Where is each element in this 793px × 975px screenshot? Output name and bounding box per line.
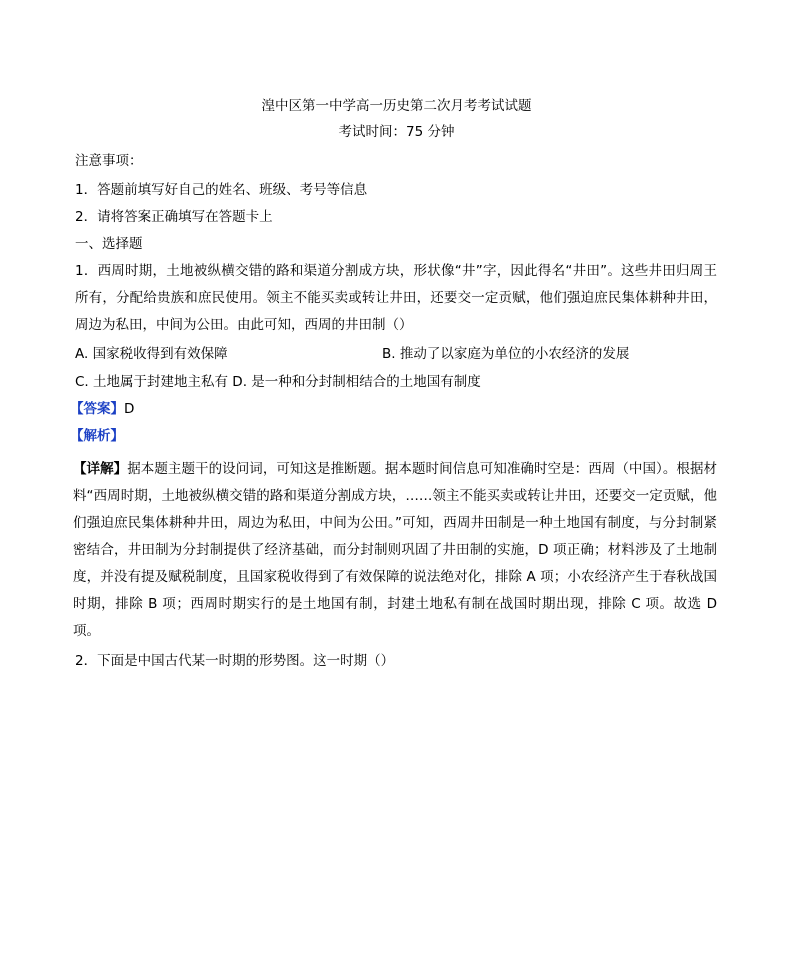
option-b: B. 推动了以家庭为单位的小农经济的发展 bbox=[382, 346, 630, 362]
analysis-line bbox=[70, 426, 124, 446]
answer-value: D bbox=[124, 401, 135, 417]
question-1-stem: 1．西周时期，土地被纵横交错的路和渠道分割成方块，形状像“井”字，因此得名“井田”。这些井田归周王所有，分配给贵族和庶民使用。领主不能买卖或转让井田，还要交一定贡赋，他们强迫庶民集体耕种井田，周边为私田，中间为公田。由此可知，西周的井田制（） bbox=[75, 263, 717, 333]
section-title: 一、选择题 bbox=[75, 236, 143, 252]
analysis-label: 【解析】 bbox=[70, 428, 124, 444]
document-title: 湟中区第一中学高一历史第二次月考考试试题 bbox=[261, 98, 532, 114]
option-a: A. 国家税收得到有效保障 bbox=[75, 346, 228, 362]
answer-line bbox=[70, 399, 134, 419]
exam-time: 考试时间：75 分钟 bbox=[338, 124, 455, 140]
notice-heading: 注意事项： bbox=[75, 153, 143, 169]
option-cd: C. 土地属于封建地主私有 D. 是一种和分封制相结合的土地国有制度 bbox=[75, 374, 481, 390]
detail-paragraph bbox=[73, 456, 717, 645]
notice-item-2: 2．请将答案正确填写在答题卡上 bbox=[75, 209, 273, 225]
detail-label: 【详解】 bbox=[73, 461, 128, 477]
detail-text: 据本题主题干的设问词，可知这是推断题。据本题时间信息可知准确时空是：西周（中国）。根据材料“西周时期，土地被纵横交错的路和渠道分割成方块，……领主不能买卖或转让井田，还要交一定贡赋，他们强迫庶民集体耕种井田，周边为私田，中间为公田。”可知，西周井田制是一种土地国有制度，与分封制紧密结合，井田制为分封制提供了经济基础，而分封制则巩固了井田制的实施，D 项正确；材料涉及了土地制度，并没有提及赋税制度，且国家税收得到了有效保障的说法绝对化，排除 A 项；小农经济产生于春秋战国时期，排除 B 项；西周时期实行的是土地国有制，封建土地私有制在战国时期出现，排除 C 项。故选 D 项。 bbox=[73, 461, 717, 639]
answer-label: 【答案】 bbox=[70, 401, 124, 417]
question-2-stem: 2．下面是中国古代某一时期的形势图。这一时期（） bbox=[75, 653, 395, 669]
notice-item-1: 1．答题前填写好自己的姓名、班级、考号等信息 bbox=[75, 182, 368, 198]
